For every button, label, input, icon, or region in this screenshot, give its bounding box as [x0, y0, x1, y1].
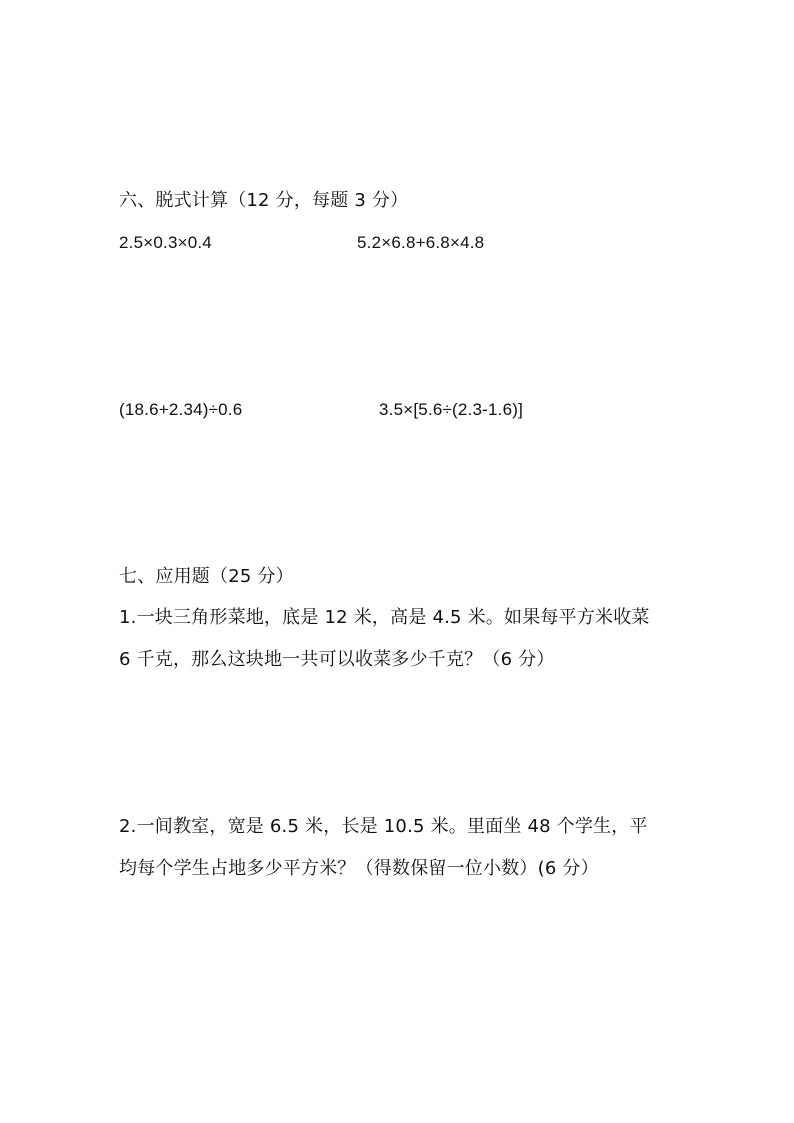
word-problem-1-line-1: 1.一块三角形菜地，底是 12 米，高是 4.5 米。如果每平方米收菜: [119, 607, 650, 628]
word-problem-2-line-1: 2.一间教室，宽是 6.5 米，长是 10.5 米。里面坐 48 个学生，平: [119, 816, 648, 837]
calc-problem-4: 3.5×[5.6÷(2.3-1.6)]: [379, 400, 524, 419]
word-problem-1-line-2: 6 千克，那么这块地一共可以收菜多少千克？（6 分）: [119, 649, 555, 670]
calc-problem-2: 5.2×6.8+6.8×4.8: [357, 233, 485, 252]
word-problem-2-line-2: 均每个学生占地多少平方米？（得数保留一位小数）(6 分）: [119, 858, 599, 879]
calc-problem-1: 2.5×0.3×0.4: [119, 233, 212, 252]
calc-problem-3: (18.6+2.34)÷0.6: [119, 400, 243, 419]
section-7-title: 七、应用题（25 分）: [119, 566, 294, 587]
section-6-title: 六、脱式计算（12 分，每题 3 分）: [119, 190, 409, 211]
